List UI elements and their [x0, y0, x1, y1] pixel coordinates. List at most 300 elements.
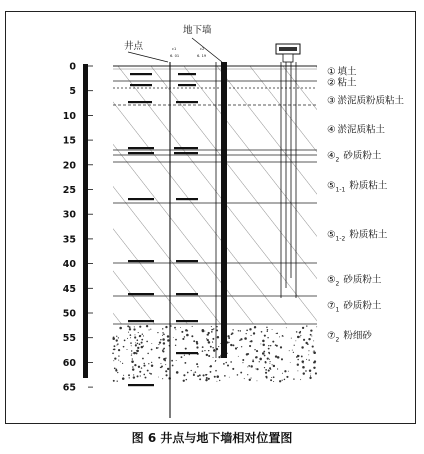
sand-speckle — [206, 377, 208, 379]
sand-speckle — [259, 361, 260, 362]
sand-speckle — [251, 335, 252, 336]
layer-num: ⑤ — [327, 180, 336, 192]
sand-speckle — [186, 379, 187, 380]
sand-speckle — [128, 332, 129, 333]
sand-speckle — [214, 376, 216, 378]
sand-speckle — [202, 329, 205, 332]
sand-speckle — [147, 370, 149, 372]
sand-speckle — [227, 335, 229, 337]
sand-speckle — [263, 351, 265, 353]
sand-speckle — [128, 374, 130, 376]
sand-speckle — [264, 367, 265, 368]
sand-speckle — [254, 327, 256, 329]
sand-speckle — [163, 334, 165, 336]
sand-speckle — [224, 375, 226, 377]
sand-speckle — [176, 360, 177, 361]
sand-speckle — [117, 372, 118, 373]
sand-speckle — [156, 347, 158, 349]
sand-speckle — [127, 338, 128, 339]
sand-speckle — [232, 368, 234, 370]
sand-speckle — [280, 346, 282, 348]
layer-num: ④ — [327, 124, 336, 136]
sand-speckle — [295, 340, 296, 341]
layer-num: ⑦ — [327, 330, 336, 342]
layer-label-6 — [327, 180, 388, 194]
sand-speckle — [212, 347, 213, 348]
sand-speckle — [146, 341, 148, 343]
sand-speckle — [146, 325, 148, 327]
sand-speckle — [132, 358, 133, 359]
sand-speckle — [249, 328, 251, 330]
sand-speckle — [114, 357, 116, 359]
sand-speckle — [275, 355, 277, 357]
sand-speckle — [116, 339, 118, 341]
sand-speckle — [174, 327, 176, 329]
sand-speckle — [216, 326, 217, 327]
sand-speckle — [165, 326, 167, 328]
sand-speckle — [130, 334, 132, 336]
sand-speckle — [117, 380, 118, 381]
sand-speckle — [131, 350, 132, 351]
sand-speckle — [173, 337, 174, 338]
sand-speckle — [139, 343, 141, 345]
sand-speckle — [151, 365, 153, 367]
sand-speckle — [237, 374, 239, 376]
sand-speckle — [303, 372, 305, 374]
sand-speckle — [246, 329, 248, 331]
sand-speckle — [286, 376, 288, 378]
depth-tick-5: 5 — [69, 86, 76, 98]
sand-speckle — [313, 367, 315, 369]
sand-speckle — [269, 359, 270, 360]
sand-speckle — [187, 330, 189, 332]
sand-speckle — [150, 329, 151, 330]
layer-label-5 — [327, 150, 382, 164]
sand-speckle — [300, 335, 301, 336]
sand-speckle — [165, 358, 166, 359]
sand-speckle — [290, 362, 291, 363]
sand-speckle — [241, 346, 242, 347]
sand-speckle — [142, 334, 143, 335]
well-label: 井点 — [124, 41, 144, 52]
sand-speckle — [265, 369, 267, 371]
sand-speckle — [137, 343, 139, 345]
sand-speckle — [297, 364, 299, 366]
sand-speckle — [139, 371, 141, 373]
sand-speckle — [270, 345, 271, 346]
sand-speckle — [113, 360, 114, 361]
sand-speckle — [161, 365, 163, 367]
sand-speckle — [183, 380, 185, 382]
sand-speckle — [297, 355, 299, 357]
sand-speckle — [289, 350, 290, 351]
sand-speckle — [185, 348, 187, 350]
sand-speckle — [252, 360, 254, 362]
sand-speckle — [204, 331, 205, 332]
sand-speckle — [230, 344, 232, 346]
sand-speckle — [310, 330, 312, 332]
sand-speckle — [130, 337, 131, 338]
sand-speckle — [288, 371, 289, 372]
layer-sub: 1-2 — [335, 235, 346, 243]
layer-label-9 — [327, 300, 382, 314]
sand-speckle — [213, 350, 215, 352]
sand-speckle — [138, 366, 140, 368]
layer-num: ⑤ — [327, 274, 336, 286]
sand-speckle — [136, 339, 138, 341]
depth-tick-55: 55 — [62, 333, 76, 345]
sand-speckle — [203, 374, 205, 376]
sand-speckle — [199, 378, 201, 380]
sand-speckle — [299, 336, 300, 337]
sand-speckle — [308, 359, 309, 360]
sand-speckle — [316, 326, 317, 327]
sand-speckle — [113, 380, 115, 382]
sand-speckle — [270, 379, 272, 381]
sand-speckle — [175, 339, 177, 341]
layer-sub: 2 — [335, 336, 340, 344]
sand-speckle — [272, 329, 273, 330]
layer-label-7 — [327, 229, 388, 243]
sand-speckle — [244, 337, 247, 340]
sand-speckle — [119, 327, 122, 330]
sand-speckle — [297, 370, 298, 371]
sand-speckle — [247, 366, 248, 367]
sand-speckle — [150, 373, 152, 375]
sand-speckle — [305, 370, 307, 372]
sand-speckle — [151, 343, 152, 344]
layer-num: ② — [327, 77, 336, 89]
sand-speckle — [212, 341, 213, 342]
sand-speckle — [240, 330, 242, 332]
sand-speckle — [238, 356, 239, 357]
figure-caption: 图 6 井点与地下墙相对位置图 — [131, 431, 293, 445]
depth-tick-0: 0 — [69, 61, 76, 73]
tube-c1-num: c1 — [172, 47, 177, 51]
sand-speckle — [138, 332, 139, 333]
layer-num: ④ — [327, 150, 336, 162]
sand-speckle — [266, 327, 267, 328]
layer-sub: 2 — [335, 156, 340, 164]
sand-speckle — [172, 365, 174, 367]
sand-speckle — [300, 379, 301, 380]
sand-speckle — [308, 350, 309, 351]
sand-speckle — [276, 345, 278, 347]
sand-speckle — [211, 329, 212, 330]
sand-speckle — [212, 338, 214, 340]
sand-speckle — [206, 354, 208, 356]
sand-speckle — [267, 331, 268, 332]
sand-speckle — [112, 337, 115, 340]
sand-speckle — [279, 380, 281, 382]
sand-speckle — [131, 353, 132, 354]
sand-speckle — [228, 337, 230, 339]
sand-speckle — [167, 335, 169, 337]
sand-speckle — [246, 353, 248, 355]
sand-speckle — [231, 333, 233, 335]
well-pointer — [128, 52, 168, 62]
sand-speckle — [151, 349, 153, 351]
sand-speckle — [133, 328, 135, 330]
sand-speckle — [141, 367, 142, 368]
depth-tick-45: 45 — [62, 283, 76, 295]
sand-speckle — [310, 375, 311, 376]
sand-speckle — [313, 351, 314, 352]
sand-speckle — [158, 344, 159, 345]
sand-speckle — [126, 349, 127, 350]
sand-speckle — [281, 358, 283, 360]
sand-speckle — [219, 380, 220, 381]
sand-speckle — [148, 363, 149, 364]
sand-speckle — [283, 336, 284, 337]
sand-speckle — [292, 350, 293, 351]
sand-speckle — [162, 328, 163, 329]
sand-speckle — [195, 371, 197, 373]
sand-speckle — [129, 328, 131, 330]
sand-speckle — [167, 339, 169, 341]
sand-speckle — [158, 357, 160, 359]
sand-speckle — [181, 356, 183, 358]
sand-speckle — [249, 365, 251, 367]
sand-speckle — [235, 347, 237, 349]
sand-speckle — [133, 352, 135, 354]
sand-speckle — [134, 364, 136, 366]
sand-speckle — [310, 373, 311, 374]
layer-num: ① — [327, 66, 336, 78]
sand-speckle — [293, 352, 294, 353]
sand-speckle — [306, 359, 307, 360]
sand-speckle — [213, 328, 214, 329]
sand-speckle — [247, 374, 248, 375]
sand-speckle — [250, 340, 252, 342]
sand-speckle — [269, 367, 271, 369]
sand-speckle — [249, 345, 251, 347]
sand-speckle — [191, 335, 193, 337]
diaphragm-wall — [221, 62, 227, 358]
sand-speckle — [308, 338, 310, 340]
sand-speckle — [215, 370, 217, 372]
sand-speckle — [305, 342, 307, 344]
sand-speckle — [216, 375, 219, 378]
sand-speckle — [114, 368, 116, 370]
sand-speckle — [116, 336, 117, 337]
layer-label-4 — [327, 124, 386, 136]
sand-speckle — [176, 371, 179, 374]
sand-speckle — [197, 366, 199, 368]
sand-speckle — [140, 375, 141, 376]
sand-speckle — [255, 356, 257, 358]
sand-speckle — [284, 370, 286, 372]
sand-speckle — [217, 336, 219, 338]
layer-name: 淤泥质粘土 — [337, 124, 386, 136]
sand-speckle — [196, 342, 198, 344]
sand-speckle — [267, 337, 268, 338]
sand-speckle — [162, 378, 163, 379]
sand-speckle — [273, 381, 274, 382]
sand-speckle — [141, 342, 143, 344]
sand-speckle — [141, 339, 143, 341]
sand-speckle — [142, 358, 144, 360]
sand-speckle — [264, 335, 266, 337]
layer-name: 粉质粘土 — [349, 180, 388, 192]
sand-speckle — [217, 381, 218, 382]
sand-speckle — [163, 351, 165, 353]
sand-speckle — [112, 352, 114, 354]
sand-speckle — [135, 344, 137, 346]
sand-speckle — [143, 365, 145, 367]
sand-speckle — [193, 374, 195, 376]
sand-speckle — [279, 336, 280, 337]
sand-speckle — [187, 372, 189, 374]
sand-speckle — [132, 366, 133, 367]
sand-speckle — [268, 352, 270, 354]
sand-speckle — [244, 378, 245, 379]
sand-speckle — [208, 341, 211, 344]
layer-name: 砂质粉土 — [343, 150, 382, 162]
sand-speckle — [165, 364, 166, 365]
sand-speckle — [137, 347, 139, 349]
sand-speckle — [143, 374, 145, 376]
sand-speckle — [265, 362, 267, 364]
sand-speckle — [196, 363, 198, 365]
layer-sub: 2 — [335, 280, 340, 288]
sand-speckle — [160, 367, 161, 368]
sand-speckle — [242, 362, 243, 363]
sand-speckle — [208, 355, 210, 357]
sand-speckle — [267, 329, 269, 331]
sand-speckle — [162, 335, 163, 336]
sand-speckle — [183, 374, 185, 376]
sand-speckle — [149, 329, 150, 330]
sand-speckle — [159, 342, 160, 343]
sand-speckle — [113, 349, 114, 350]
sand-speckle — [166, 374, 168, 376]
sand-speckle — [175, 329, 176, 330]
sand-speckle — [131, 345, 132, 346]
sand-speckle — [167, 368, 169, 370]
sand-speckle — [184, 355, 185, 356]
sand-speckle — [157, 332, 158, 333]
sand-speckle — [204, 350, 205, 351]
sand-speckle — [134, 326, 135, 327]
sand-speckle — [301, 346, 303, 348]
sand-speckle — [215, 360, 216, 361]
sand-speckle — [249, 379, 251, 381]
layer-name: 砂质粉土 — [343, 274, 382, 286]
sand-speckle — [184, 336, 185, 337]
sand-speckle — [296, 331, 298, 333]
sand-speckle — [238, 330, 239, 331]
depth-ticks — [63, 62, 93, 394]
sand-speckle — [158, 377, 159, 378]
sand-speckle — [213, 357, 214, 358]
sand-speckle — [214, 349, 215, 350]
sand-speckle — [133, 374, 134, 375]
sand-speckle — [256, 350, 258, 352]
sand-speckle — [229, 342, 230, 343]
wall-label: 地下墙 — [183, 25, 212, 36]
sand-speckle — [313, 351, 316, 354]
sand-speckle — [136, 352, 138, 354]
sand-speckle — [310, 334, 312, 336]
sand-speckle — [114, 345, 116, 347]
sand-speckle — [137, 375, 139, 377]
sand-speckle — [282, 380, 283, 381]
sand-speckle — [123, 346, 125, 348]
sand-speckle — [163, 342, 165, 344]
sand-speckle — [151, 362, 152, 363]
layer-sub: 1 — [335, 306, 340, 314]
depth-tick-65: 65 — [62, 382, 76, 394]
sand-speckle — [302, 366, 305, 369]
sand-speckle — [115, 370, 117, 372]
sand-speckle — [180, 327, 181, 328]
depth-tick-40: 40 — [62, 259, 76, 271]
sand-speckle — [199, 374, 201, 376]
sand-speckle — [145, 377, 147, 379]
sand-speckle — [268, 348, 270, 350]
sand-speckle — [124, 340, 126, 342]
sand-speckle — [299, 332, 301, 334]
sand-speckle — [272, 364, 273, 365]
sand-speckle — [253, 359, 254, 360]
layer-label-8 — [327, 274, 382, 288]
sand-speckle — [136, 350, 139, 353]
sand-speckle — [118, 337, 119, 338]
sand-speckle — [272, 341, 274, 343]
sand-speckle — [265, 376, 267, 378]
sand-speckle — [268, 345, 269, 346]
sand-speckle — [118, 355, 119, 356]
sand-speckle — [208, 378, 209, 379]
sand-speckle — [259, 358, 262, 361]
sand-speckle — [118, 349, 120, 351]
sand-speckle — [303, 339, 305, 341]
sand-speckle — [282, 373, 283, 374]
sand-speckle — [158, 347, 159, 348]
sand-speckle — [227, 365, 229, 367]
depth-tick-20: 20 — [62, 160, 76, 172]
layer-label-3 — [327, 95, 405, 107]
depth-tick-25: 25 — [62, 185, 76, 196]
sand-speckle — [301, 356, 303, 358]
sand-speckle — [186, 334, 189, 337]
sand-speckle — [312, 346, 314, 348]
layer-labels — [327, 66, 405, 344]
sand-speckle — [211, 326, 212, 327]
sand-speckle — [208, 350, 209, 351]
sand-speckle — [297, 359, 299, 361]
sand-speckle — [250, 365, 252, 367]
sand-speckle — [143, 346, 144, 347]
sand-speckle — [118, 360, 119, 361]
sand-speckle — [229, 377, 230, 378]
sand-speckle — [132, 368, 134, 370]
sand-speckle — [294, 345, 295, 346]
sand-speckle — [136, 350, 137, 351]
sand-speckle — [302, 360, 305, 363]
sand-speckle — [139, 326, 141, 328]
sand-speckle — [171, 360, 173, 362]
sand-speckle — [262, 352, 265, 355]
sand-speckle — [182, 338, 184, 340]
sand-speckle — [230, 361, 232, 363]
sand-speckle — [277, 368, 278, 369]
sand-speckle — [269, 363, 270, 364]
layer-label-10 — [327, 330, 372, 344]
sand-speckle — [232, 344, 234, 346]
sand-speckle — [175, 345, 176, 346]
